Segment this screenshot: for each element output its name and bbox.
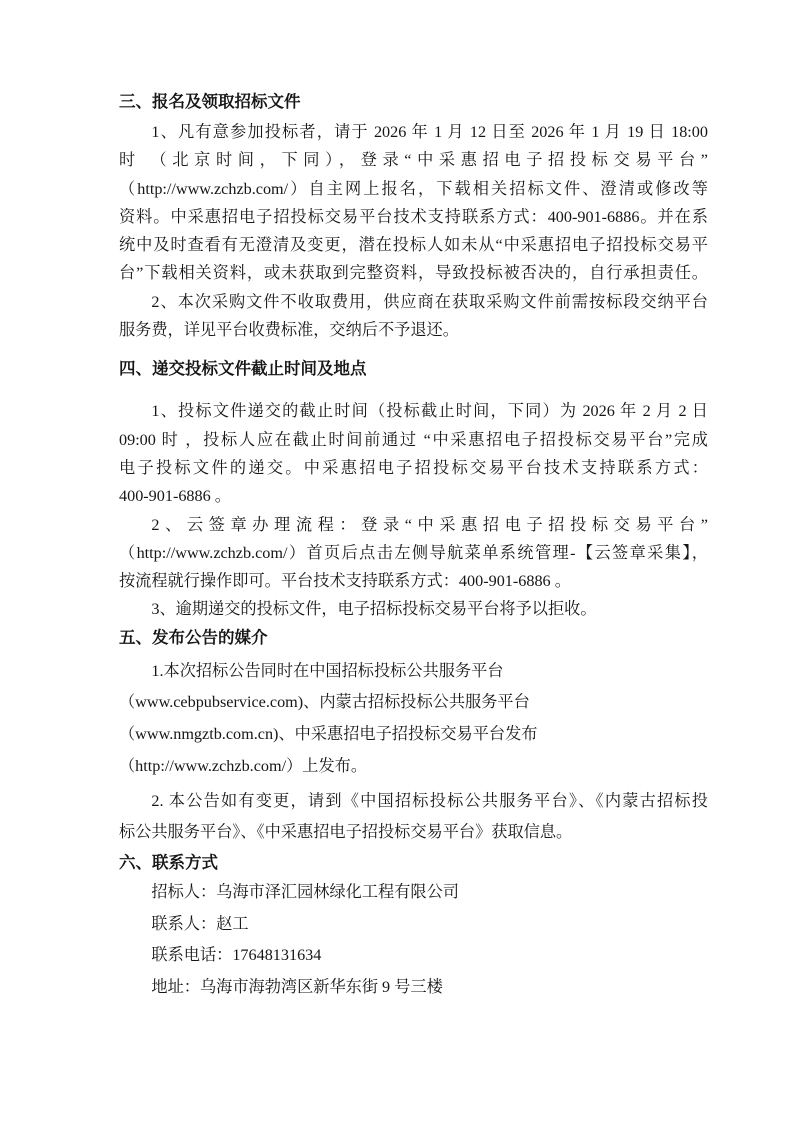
para-line: 统中及时查看有无澄清及变更，潜在投标人如未从“中采惠招电子招投标交易平: [119, 236, 708, 255]
sec6-heading: [119, 849, 708, 877]
heading-line: 五、发布公告的媒介: [119, 628, 268, 647]
para-line: 按流程就行操作即可。平台技术支持联系方式：400-901-6886 。: [119, 572, 571, 591]
para-line: 2、本次采购文件不收取费用，供应商在获取采购文件前需按标段交纳平台: [151, 292, 708, 311]
para-line: 09:00 时 ，投标人应在截止时间前通过 “中采惠招电子招投标交易平台”完成: [119, 430, 708, 449]
sec3-heading: [119, 88, 708, 116]
para-line: 资料。中采惠招电子招投标交易平台技术支持联系方式：400-901-6886。并在系: [119, 207, 708, 226]
para-line: 2. 本公告如有变更，请到《中国招标投标公共服务平台》、《内蒙古招标投: [151, 791, 708, 810]
para-line: 1.本次招标公告同时在中国招标投标公共服务平台: [151, 661, 504, 680]
para-line: 电子投标文件的递交。中采惠招电子招投标交易平台技术支持联系方式：: [119, 458, 708, 477]
para-line: 时 （北京时间，下同），登录“中采惠招电子招投标交易平台”: [119, 151, 708, 170]
sec4-para1: [119, 397, 708, 510]
para-line: 地址：乌海市海勃湾区新华东街 9 号三楼: [151, 978, 443, 997]
sec5-para2: [119, 786, 708, 849]
para-line: 服务费，详见平台收费标准，交纳后不予退还。: [119, 321, 459, 340]
para-line: 3、逾期递交的投标文件，电子招标投标交易平台将予以拒收。: [151, 600, 597, 619]
heading-line: 三、报名及领取招标文件: [119, 93, 301, 111]
sec3-para1: [119, 118, 708, 288]
sec4-heading: [119, 355, 708, 383]
para-line: 标公共服务平台》、《中采惠招电子招投标交易平台》获取信息。: [119, 823, 573, 842]
document-body: [119, 88, 708, 1004]
para-line: 台”下载相关资料，或未获取到完整资料，导致投标被否决的，自行承担责任。: [119, 264, 708, 283]
heading-line: 四、递交投标文件截止时间及地点: [119, 360, 367, 379]
sec3-para2: [119, 288, 708, 345]
sec4-para3: [119, 595, 708, 623]
sec5-heading: [119, 624, 708, 652]
sec6-contact: [119, 877, 708, 1004]
para-line: 400-901-6886 。: [119, 487, 231, 506]
para-line: （www.nmgztb.com.cn)、中采惠招电子招投标交易平台发布: [119, 725, 538, 744]
heading-line: 六、联系方式: [119, 853, 218, 872]
sec5-para1: [119, 656, 708, 783]
para-line: 联系人：赵工: [151, 914, 249, 933]
para-line: （www.cebpubservice.com)、内蒙古招标投标公共服务平台: [119, 693, 530, 712]
para-line: （http://www.zchzb.com/）首页后点击左侧导航菜单系统管理-【云签章采集】，: [119, 543, 708, 562]
sec4-para2: [119, 511, 708, 596]
para-line: 招标人：乌海市泽汇园林绿化工程有限公司: [151, 882, 459, 901]
para-line: （http://www.zchzb.com/）自主网上报名，下载相关招标文件、澄清或修改等: [119, 179, 708, 198]
para-line: （http://www.zchzb.com/）上发布。: [119, 756, 368, 775]
para-line: 1、凡有意参加投标者，请于 2026 年 1 月 12 日至 2026 年 1 月 19 日 18:00: [151, 123, 708, 141]
para-line: 联系电话：17648131634: [151, 946, 322, 965]
para-line: 1、投标文件递交的截止时间（投标截止时间，下同）为 2026 年 2 月 2 日: [151, 402, 708, 421]
para-line: 2、云签章办理流程：登录“中采惠招电子招投标交易平台”: [151, 515, 708, 534]
